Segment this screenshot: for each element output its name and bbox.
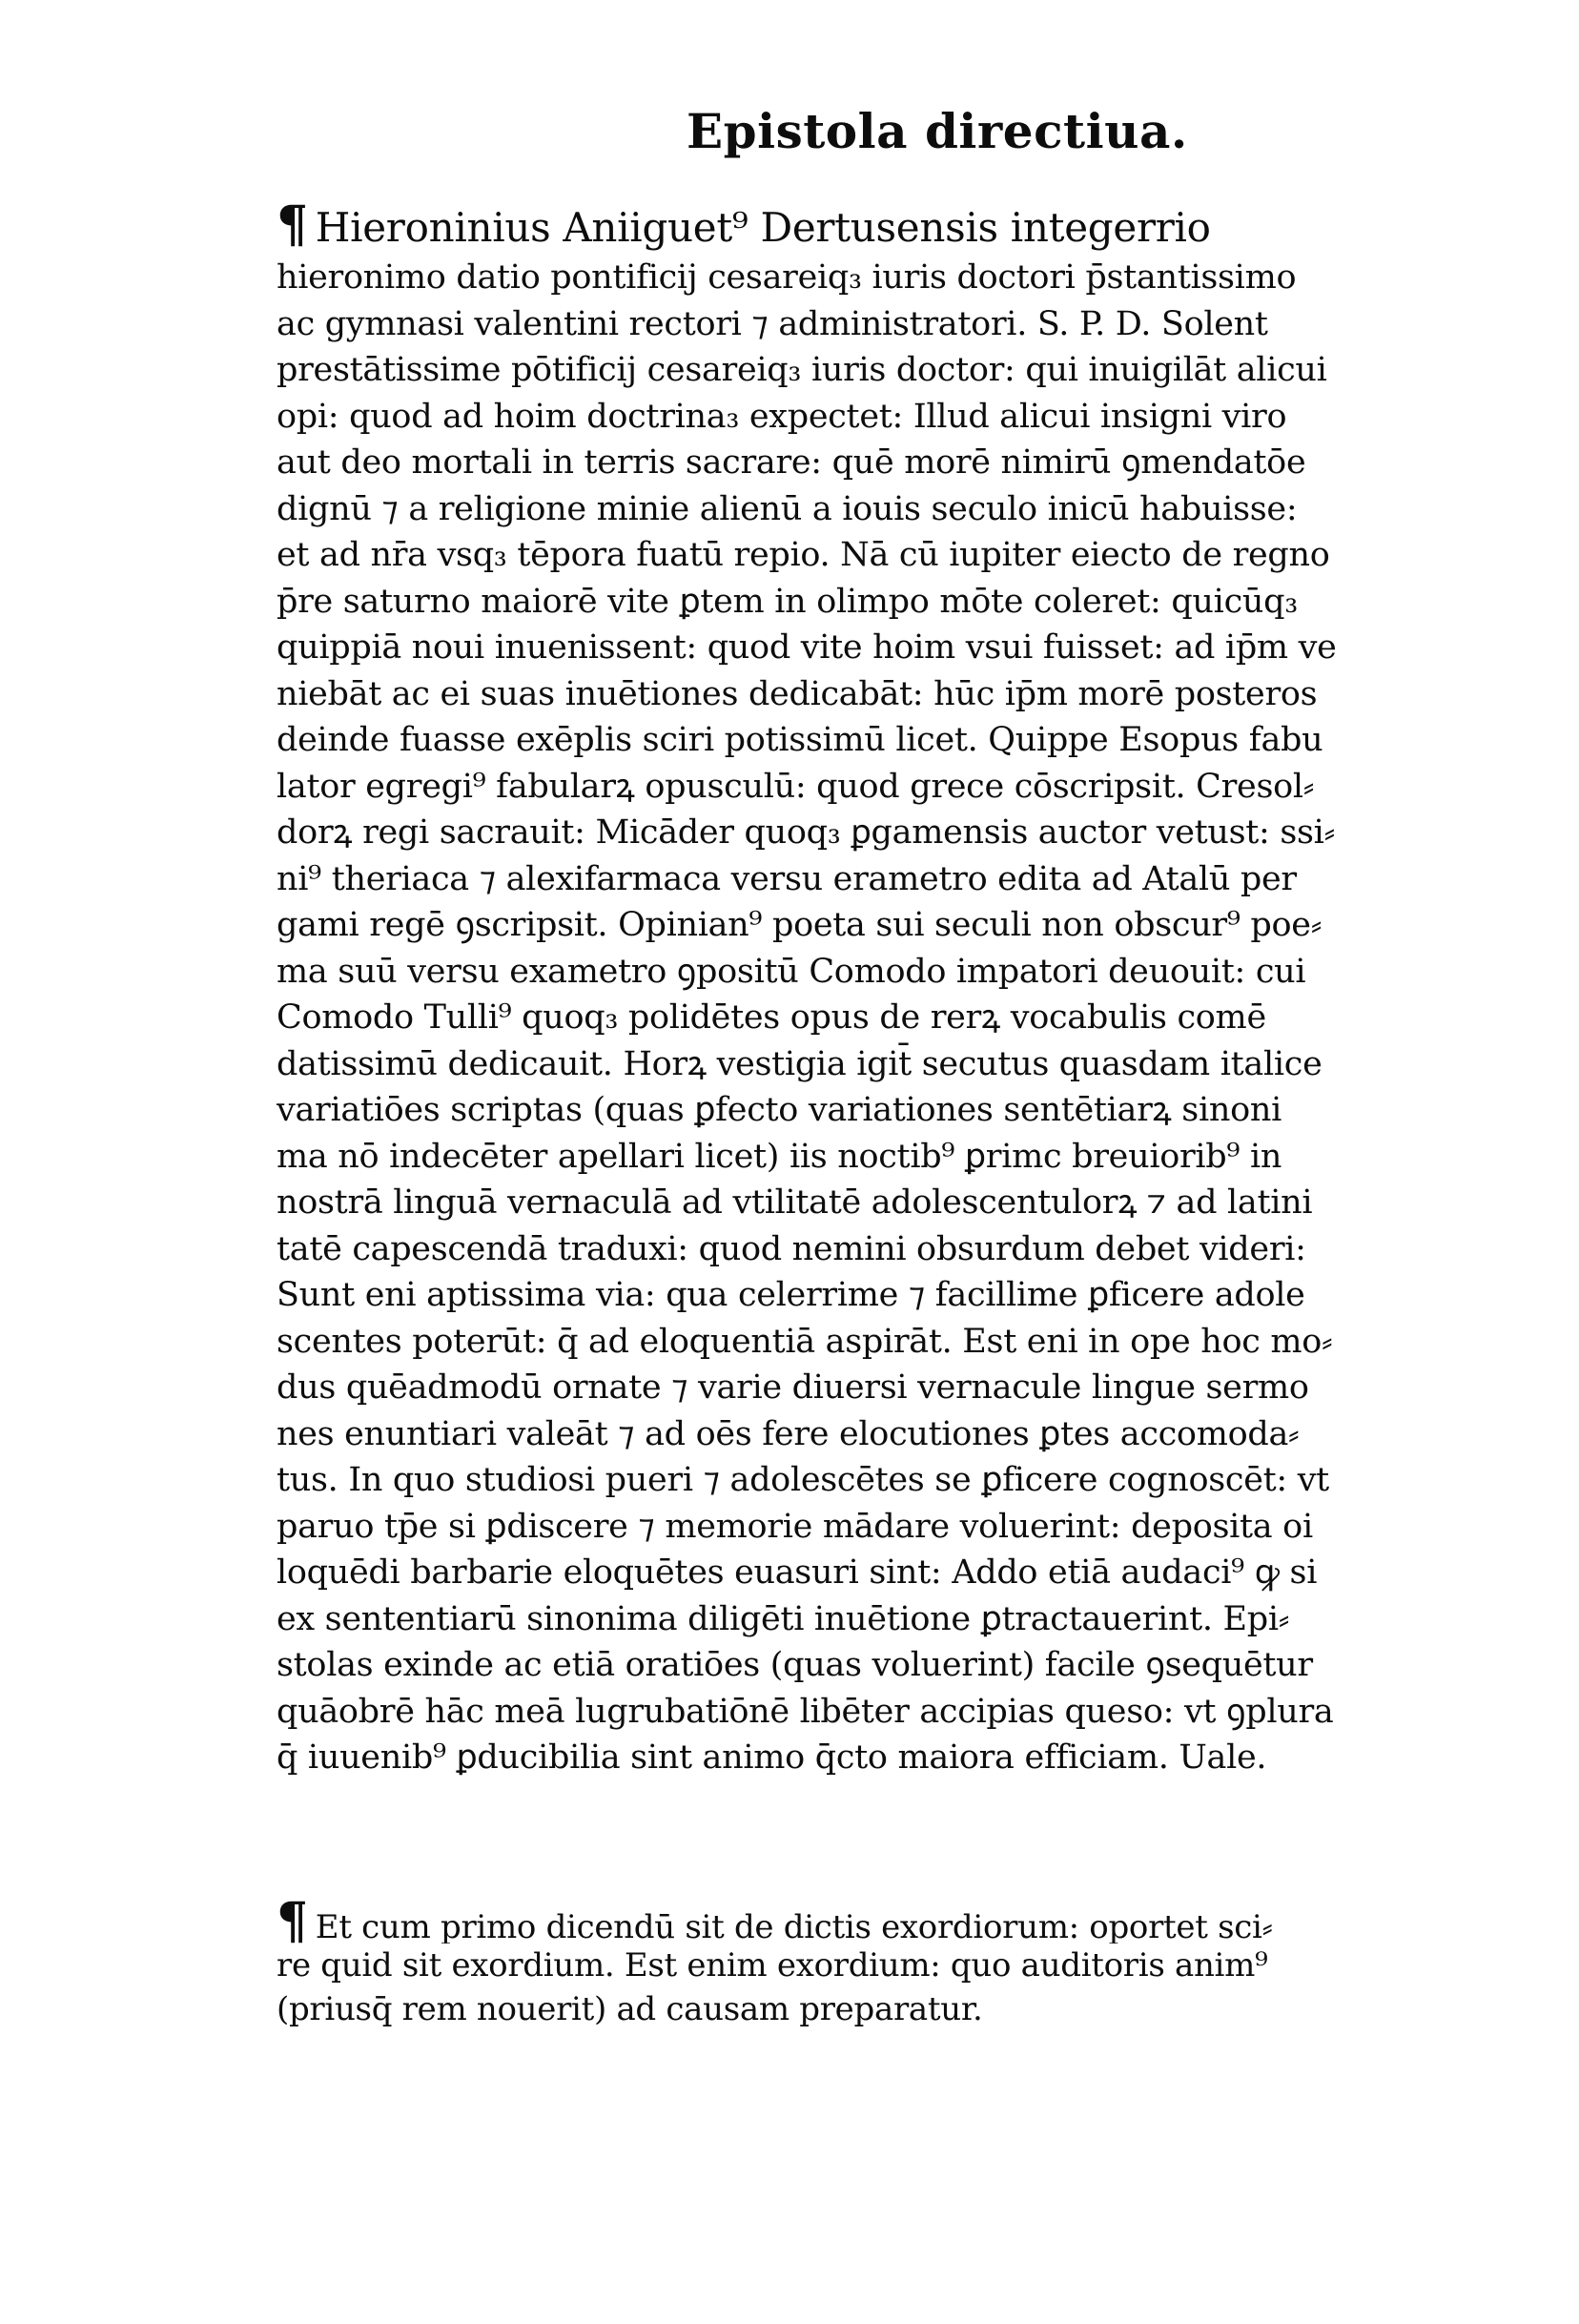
text-line: opi: quod ad hoim doctrina₃ expectet: Illud alicui insigni viro bbox=[277, 397, 1287, 436]
text-line: dorꝝ regi sacrauit: Micāder quoq₃ ꝑgamensis auctor vetust: ssi⸗ bbox=[277, 813, 1335, 852]
text-line: datissimū dedicauit. Horꝝ vestigia igit̄ secutus quasdam italice bbox=[277, 1044, 1323, 1083]
text-line: deinde fuasse exēplis sciri potissimū licet. Quippe Esopus fabu bbox=[277, 721, 1323, 759]
paragraph-mark: ¶ bbox=[277, 1900, 308, 1944]
text-line: nes enuntiari valeāt ⁊ ad oēs fere elocutiones ꝑtes accomoda⸗ bbox=[277, 1414, 1300, 1453]
epistle-text bbox=[277, 195, 1516, 1781]
text-line: lator egregi⁹ fabularꝝ opusculū: quod grece cōscripsit. Cresol⸗ bbox=[277, 767, 1315, 806]
text-line: ma suū versu exametro ꝯpositū Comodo impatori deuouit: cui bbox=[277, 952, 1306, 991]
text-line: scentes poterūt: q̄ ad eloquentiā aspirāt. Est eni in ope hoc mo⸗ bbox=[277, 1322, 1333, 1361]
text-line: dus quēadmodū ornate ⁊ varie diuersi vernacule lingue sermo bbox=[277, 1368, 1309, 1407]
text-line: p̄re saturno maiorē vite ꝑtem in olimpo mōte coleret: quicūq₃ bbox=[277, 582, 1298, 621]
text-line: aut deo mortali in terris sacrare: quē morē nimirū ꝯmendatōe bbox=[277, 443, 1306, 482]
text-line: re quid sit exordium. Est enim exordium: quo auditoris anim⁹ bbox=[277, 1946, 1268, 1985]
paragraph-mark: ¶ bbox=[277, 195, 308, 254]
text-line: et ad nr̄a vsq₃ tēpora fuatū repio. Nā cū iupiter eiecto de regno bbox=[277, 536, 1330, 574]
exordium-text bbox=[277, 1900, 1516, 2031]
text-line: ac gymnasi valentini rectori ⁊ administratori. S. P. D. Solent bbox=[277, 304, 1268, 343]
text-line: ex sententiarū sinonima diligēti inuētione ꝑtractauerint. Epi⸗ bbox=[277, 1599, 1290, 1638]
text-line: hieronimo datio pontificij cesareiq₃ iuris doctori p̄stantissimo bbox=[277, 258, 1297, 297]
text-line: tus. In quo studiosi pueri ⁊ adolescētes se ꝑficere cognoscēt: vt bbox=[277, 1461, 1329, 1499]
text-line: variatiōes scriptas (quas ꝑfecto variationes sentētiarꝝ sinoni bbox=[277, 1091, 1282, 1129]
text-line: quāobrē hāc meā lugrubatiōnē libēter accipias queso: vt ꝯplura bbox=[277, 1692, 1334, 1731]
text-line: dignū ⁊ a religione minie alienū a iouis seculo inicū habuisse: bbox=[277, 489, 1298, 528]
text-line: ¶ Hieroninius Aniiguet⁹ Dertusensis integerrio bbox=[277, 195, 1211, 254]
text-line: niebāt ac ei suas inuētiones dedicabāt: hūc ip̄m morē posteros bbox=[277, 674, 1318, 713]
text-line: paruo tp̄e si ꝑdiscere ⁊ memorie mādare voluerint: deposita oi bbox=[277, 1507, 1313, 1546]
text-line: nostrā linguā vernaculā ad vtilitatē adolescentulorꝝ ⁊ ad latini bbox=[277, 1183, 1313, 1222]
text-line: quippiā noui inuenissent: quod vite hoim vsui fuisset: ad ip̄m ve bbox=[277, 628, 1337, 667]
text-line: ni⁹ theriaca ⁊ alexifarmaca versu erametro edita ad Atalū per bbox=[277, 859, 1297, 898]
text-line: ma nō indecēter apellari licet) iis noctib⁹ ꝑrimc breuiorib⁹ in bbox=[277, 1137, 1282, 1176]
text-line: ¶ Et cum primo dicendū sit de dictis exordiorum: oportet sci⸗ bbox=[277, 1900, 1516, 1944]
text-line: tatē capescendā traduxi: quod nemini obsurdum debet videri: bbox=[277, 1229, 1306, 1268]
text-line: q̄ iuuenib⁹ ꝑducibilia sint animo q̄cto maiora efficiam. Uale. bbox=[277, 1738, 1267, 1777]
text-line: gami regē ꝯscripsit. Opinian⁹ poeta sui seculi non obscur⁹ poe⸗ bbox=[277, 906, 1323, 944]
text-line: (priusq̄ rem nouerit) ad causam preparatur. bbox=[277, 1990, 983, 2028]
text-line: Sunt eni aptissima via: qua celerrime ⁊ facillime ꝑficere adole bbox=[277, 1276, 1305, 1314]
text-line: stolas exinde ac etiā oratiōes (quas voluerint) facile ꝯsequētur bbox=[277, 1646, 1313, 1684]
text-line: prestātissime pōtificij cesareiq₃ iuris doctor: qui inuigilāt alicui bbox=[277, 351, 1327, 389]
text-line: loquēdi barbarie eloquētes euasuri sint: Addo etiā audaci⁹ ꝙ si bbox=[277, 1553, 1318, 1592]
text-line: Comodo Tulli⁹ quoq₃ polidētes opus de rerꝝ vocabulis comē bbox=[277, 998, 1266, 1037]
page-title: Epistola directiua. bbox=[687, 103, 1188, 159]
